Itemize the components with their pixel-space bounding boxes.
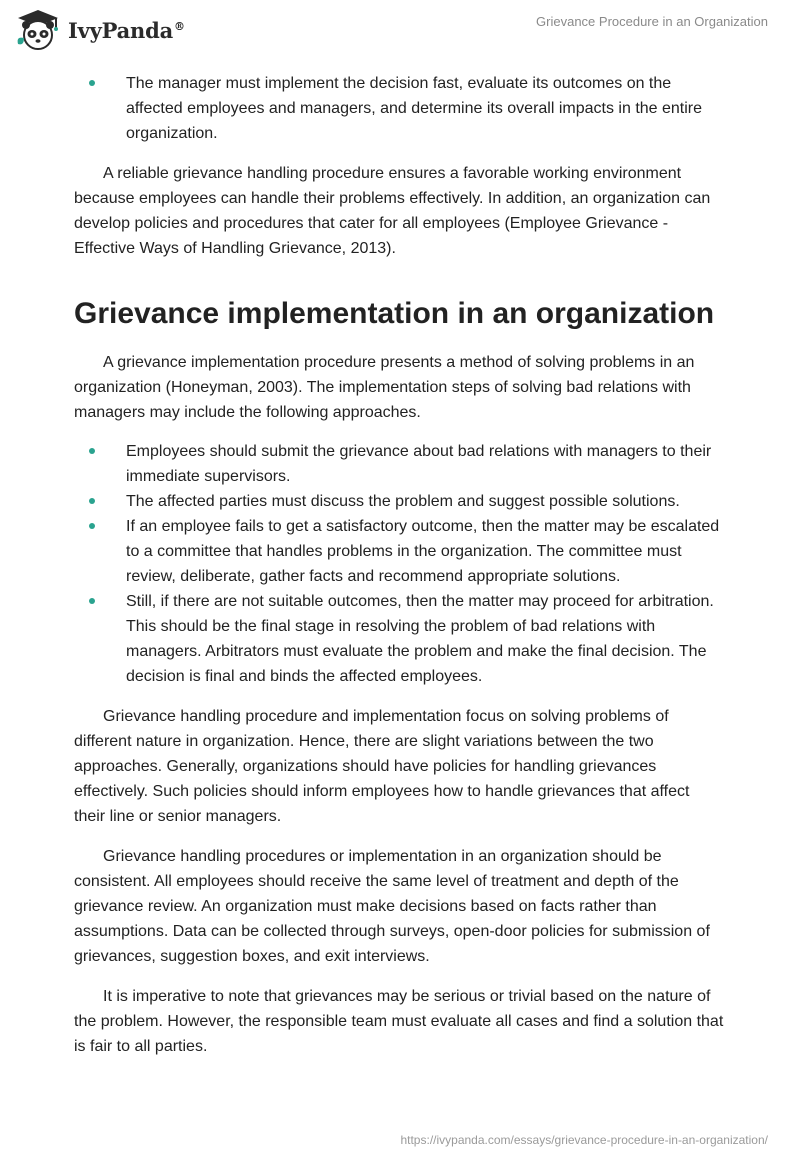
list-item bbox=[74, 489, 724, 514]
list-item-text: Employees should submit the grievance about bad relations with managers to their immediate supervisors. bbox=[126, 443, 712, 485]
section-heading: Grievance implementation in an organization bbox=[74, 297, 715, 330]
page-header bbox=[0, 0, 800, 64]
bullet-icon bbox=[89, 448, 95, 454]
paragraph: A reliable grievance handling procedure ensures a favorable working environment because employees can handle their problems effectively. In addition, an organization can develop policies and procedures that cater for all employees (Employee Grievance - Effective Ways of Handling Grievance, 2013). bbox=[74, 165, 711, 257]
intro-bullet-list bbox=[74, 71, 724, 146]
logo-link[interactable] bbox=[14, 8, 185, 52]
list-item bbox=[74, 514, 724, 589]
panda-logo-icon bbox=[14, 8, 62, 52]
bullet-icon bbox=[89, 523, 95, 529]
brand-name: IvyPanda® bbox=[68, 17, 185, 43]
paragraph: It is imperative to note that grievances may be serious or trivial based on the nature of the problem. However, the responsible team must evaluate all cases and find a solution that is fair to all parties. bbox=[74, 988, 724, 1055]
list-item-text: Still, if there are not suitable outcomes, then the matter may proceed for arbitration. This should be the final stage in resolving the problem of bad relations with managers. Arbitrators must evaluate the problem and make the final decision. The decision is final and binds the affected employees. bbox=[126, 593, 714, 685]
bullet-icon bbox=[89, 498, 95, 504]
essay-content bbox=[74, 71, 724, 1059]
bullet-icon bbox=[89, 80, 95, 86]
paragraph: Grievance handling procedures or implementation in an organization should be consistent. All employees should receive the same level of treatment and depth of the grievance review. An organization must make decisions based on facts rather than assumptions. Data can be collected through surveys, open-door policies for submission of grievances, suggestion boxes, and exit interviews. bbox=[74, 848, 710, 965]
registered-mark: ® bbox=[174, 19, 185, 33]
list-item bbox=[74, 589, 724, 689]
paragraph: A grievance implementation procedure presents a method of solving problems in an organization (Honeyman, 2003). The implementation steps of solving bad relations with managers may include the following approaches. bbox=[74, 354, 695, 421]
list-item-text: The affected parties must discuss the problem and suggest possible solutions. bbox=[126, 493, 680, 510]
list-item-text: The manager must implement the decision fast, evaluate its outcomes on the affected employees and managers, and determine its overall impacts in the entire organization. bbox=[126, 75, 703, 142]
document-title: Grievance Procedure in an Organization bbox=[536, 14, 768, 29]
paragraph: Grievance handling procedure and implementation focus on solving problems of different nature in organization. Hence, there are slight variations between the two approaches. Generally, organizations should have policies for handling grievances effectively. Such policies should inform employees how to handle grievances that affect their line or senior managers. bbox=[74, 708, 690, 825]
steps-bullet-list bbox=[74, 439, 724, 689]
list-item bbox=[74, 71, 724, 146]
source-url-link[interactable]: https://ivypanda.com/essays/grievance-procedure-in-an-organization/ bbox=[400, 1133, 768, 1147]
list-item bbox=[74, 439, 724, 489]
bullet-icon bbox=[89, 598, 95, 604]
list-item-text: If an employee fails to get a satisfactory outcome, then the matter may be escalated to a committee that handles problems in the organization. The committee must review, deliberate, gather facts and recommend appropriate solutions. bbox=[126, 518, 720, 585]
